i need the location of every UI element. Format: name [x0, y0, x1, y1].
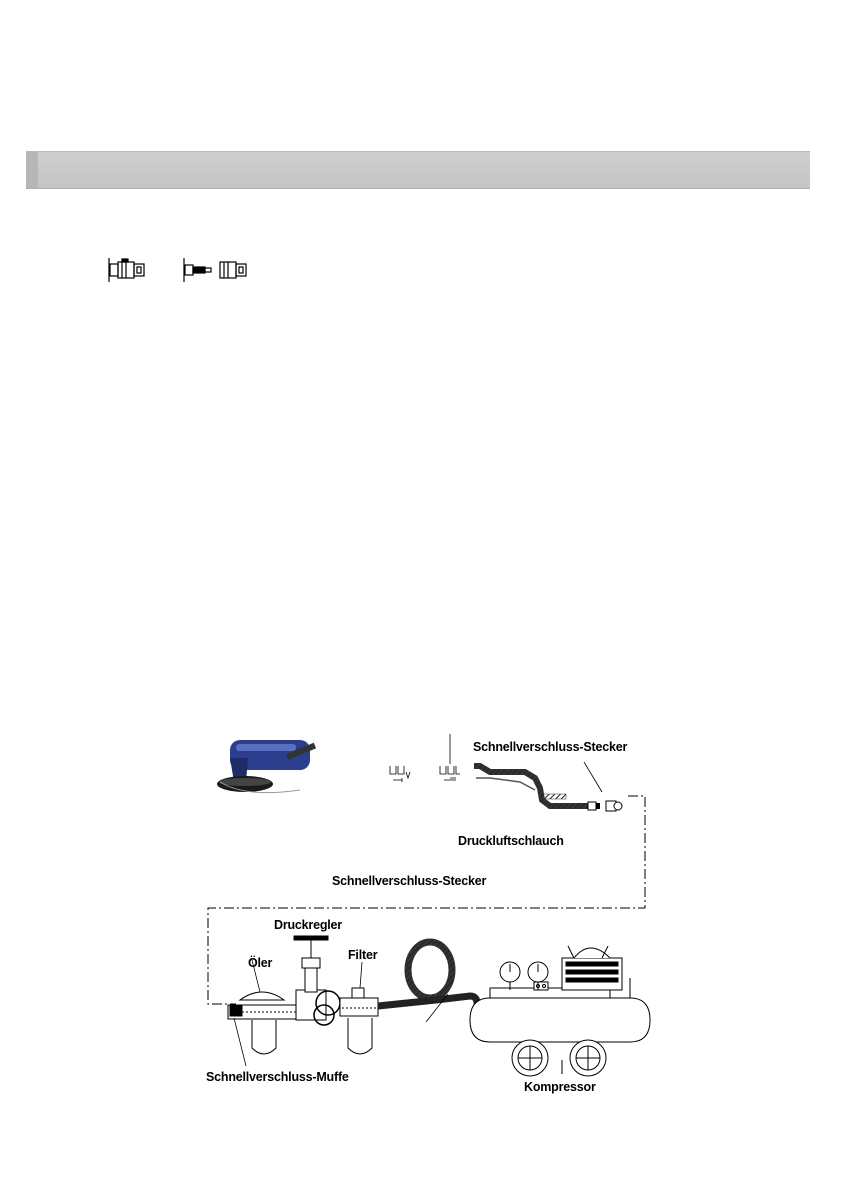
label-quick-plug-mid: Schnellverschluss-Stecker — [332, 874, 487, 888]
coupler-female-icon — [109, 258, 144, 282]
label-quick-coupling: Schnellverschluss-Muffe — [206, 1070, 349, 1084]
section-header-bar — [26, 151, 810, 189]
quick-coupler-icons — [104, 252, 254, 286]
coupler-male-icon — [184, 258, 246, 282]
label-air-hose: Druckluftschlauch — [458, 834, 564, 848]
compressor-wheel-left — [512, 1040, 548, 1076]
label-compressor: Kompressor — [524, 1080, 596, 1094]
compressor-wheel-right — [570, 1040, 606, 1076]
angle-grinder-tool — [217, 740, 316, 793]
compressor-unit — [470, 946, 650, 1076]
label-filter: Filter — [348, 948, 378, 962]
coupler-sketches — [390, 766, 460, 782]
air-hose-coil — [378, 942, 480, 1032]
label-oiler: Öler — [248, 956, 273, 970]
air-system-diagram — [190, 700, 660, 1110]
label-quick-plug-top: Schnellverschluss-Stecker — [473, 740, 628, 754]
label-pressure-regulator: Druckregler — [274, 918, 342, 932]
